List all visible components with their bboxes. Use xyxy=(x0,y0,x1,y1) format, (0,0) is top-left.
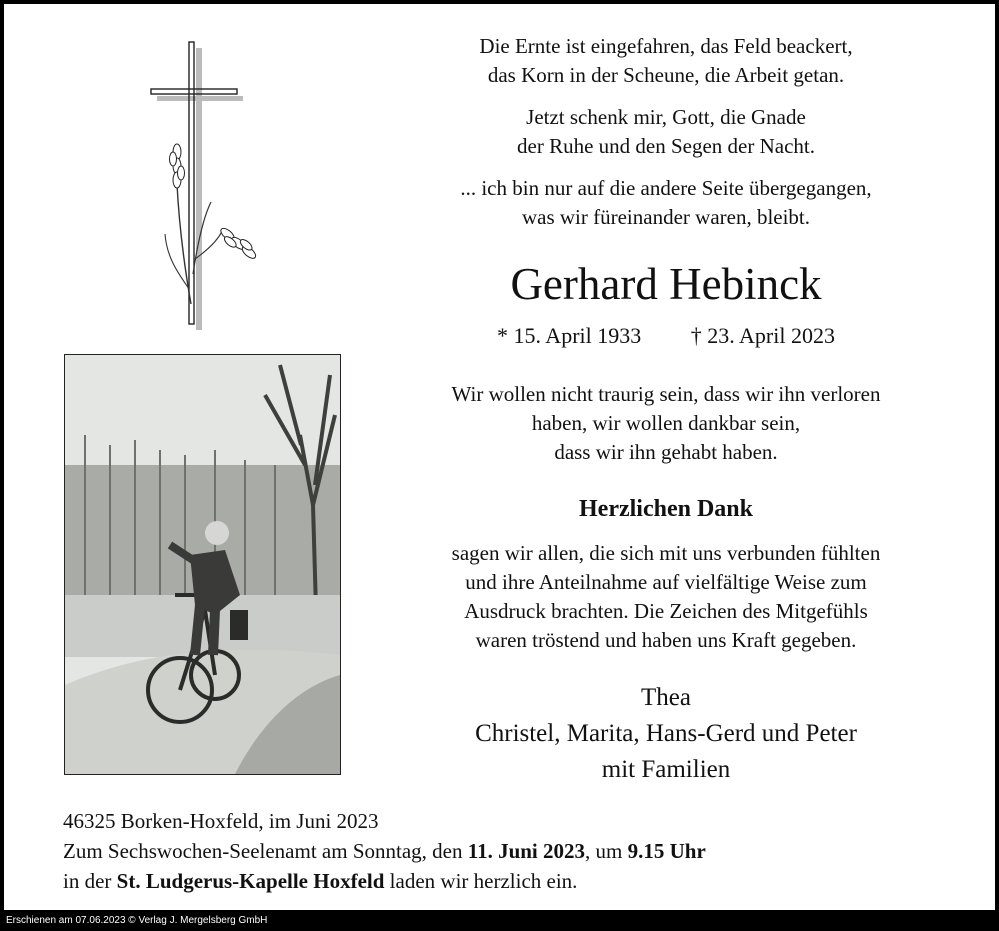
service-time: 9.15 Uhr xyxy=(627,839,706,863)
poem-line: das Korn in der Scheune, die Arbeit getan. xyxy=(487,63,845,87)
family-line: Christel, Marita, Hans-Gerd und Peter xyxy=(475,720,857,747)
poem-line: ... ich bin nur auf die andere Seite übergegangen, xyxy=(460,176,872,200)
poem-stanza xyxy=(396,32,936,90)
quote-line: haben, wir wollen dankbar sein, xyxy=(531,411,801,435)
publication-footer: Erschienen am 07.06.2023 © Verlag J. Mergelsberg GmbH xyxy=(0,911,999,931)
family-signatures xyxy=(396,680,936,788)
birth-date: * 15. April 1933 xyxy=(497,323,642,348)
announcement-text: , um xyxy=(585,839,628,863)
quote xyxy=(396,380,936,467)
poem-line: der Ruhe und den Segen der Nacht. xyxy=(517,134,815,158)
poem-stanza xyxy=(396,174,936,232)
poem xyxy=(396,32,936,245)
thanks-line: sagen wir allen, die sich mit uns verbunden fühlten xyxy=(451,541,881,565)
announcement-text: in der xyxy=(63,869,117,893)
death-date: † 23. April 2023 xyxy=(690,323,835,348)
announcement-text: laden wir herzlich ein. xyxy=(384,869,578,893)
obituary-notice xyxy=(4,4,995,910)
service-location: St. Ludgerus-Kapelle Hoxfeld xyxy=(116,869,385,893)
deceased-name: Gerhard Hebinck xyxy=(510,259,822,309)
poem-stanza xyxy=(396,103,936,161)
thanks-heading: Herzlichen Dank xyxy=(579,496,753,522)
poem-line: was wir füreinander waren, bleibt. xyxy=(521,205,811,229)
thanks-line: und ihre Anteilnahme auf vielfältige Weise zum xyxy=(465,570,867,594)
thanks-line: Ausdruck brachten. Die Zeichen des Mitgefühls xyxy=(464,599,868,623)
photo-man-on-bicycle xyxy=(64,354,341,775)
service-announcement xyxy=(63,806,706,896)
family-line: mit Familien xyxy=(601,756,731,783)
announcement-text: Zum Sechswochen-Seelenamt am Sonntag, den xyxy=(63,839,468,863)
poem-line: Die Ernte ist eingefahren, das Feld beackert, xyxy=(479,34,853,58)
quote-line: Wir wollen nicht traurig sein, dass wir ihn verloren xyxy=(451,382,881,406)
thanks-line: waren tröstend und haben uns Kraft gegeben. xyxy=(475,628,857,652)
thanks-text xyxy=(396,539,936,655)
family-line: Thea xyxy=(641,684,691,711)
place-date: 46325 Borken-Hoxfeld, im Juni 2023 xyxy=(63,809,379,833)
poem-line: Jetzt schenk mir, Gott, die Gnade xyxy=(526,105,806,129)
life-dates xyxy=(396,321,936,351)
service-date: 11. Juni 2023 xyxy=(467,839,586,863)
quote-line: dass wir ihn gehabt haben. xyxy=(554,440,778,464)
cross-with-wheat-icon xyxy=(139,34,264,334)
